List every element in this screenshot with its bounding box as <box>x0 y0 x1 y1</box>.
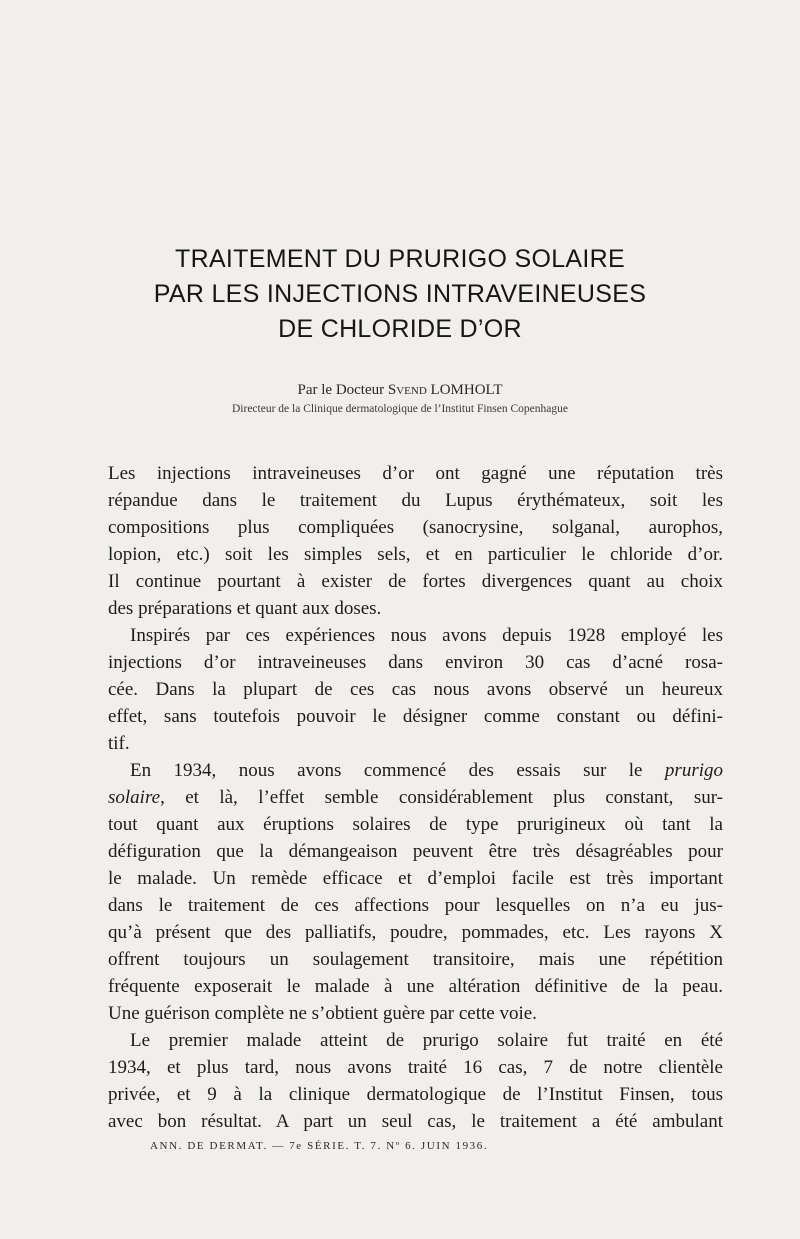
body-line: fréquente exposerait le malade à une altération définitive de la peau. <box>108 976 723 997</box>
body-line: effet, sans toutefois pouvoir le désigner comme constant ou défini- <box>108 706 723 727</box>
body-line: tout quant aux éruptions solaires de type prurigineux où tant la <box>108 814 723 835</box>
author-prefix: Par le Docteur <box>297 382 385 398</box>
body-line: avec bon résultat. A part un seul cas, le traitement a été ambulant <box>108 1111 723 1132</box>
body-line: défiguration que la démangeaison peuvent être très désagréables pour <box>108 841 723 862</box>
author-last-name: LOMHOLT <box>430 382 503 398</box>
body-line: Les injections intraveineuses d’or ont gagné une réputation très <box>108 463 723 484</box>
title-line-3: DE CHLORIDE D’OR <box>278 315 522 343</box>
author-byline <box>0 382 800 399</box>
italic-term: solaire <box>108 787 161 808</box>
title-line-1: TRAITEMENT DU PRURIGO SOLAIRE <box>175 245 625 273</box>
body-line: injections d’or intraveineuses dans environ 30 cas d’acné rosa- <box>108 652 723 673</box>
body-text: , et là, l’effet semble considérablement plus constant, sur- <box>160 787 723 808</box>
body-line: tif. <box>108 733 130 754</box>
body-line: Il continue pourtant à exister de fortes divergences quant au choix <box>108 571 723 592</box>
body-line: compositions plus compliquées (sanocrysine, solganal, aurophos, <box>108 517 723 538</box>
body-line: des préparations et quant aux doses. <box>108 598 382 619</box>
body-line: offrent toujours un soulagement transitoire, mais une répétition <box>108 949 723 970</box>
body-line: Le premier malade atteint de prurigo solaire fut traité en été <box>130 1030 723 1051</box>
body-line <box>130 760 723 782</box>
author-first-name: Svend <box>387 382 427 398</box>
title-line-2: PAR LES INJECTIONS INTRAVEINEUSES <box>153 280 647 308</box>
body-line <box>108 787 723 809</box>
body-line: cée. Dans la plupart de ces cas nous avons observé un heureux <box>108 679 723 700</box>
body-line: qu’à présent que des palliatifs, poudre, pommades, etc. Les rayons X <box>108 922 723 943</box>
italic-term: prurigo <box>664 760 723 781</box>
body-line: lopion, etc.) soit les simples sels, et en particulier le chloride d’or. <box>108 544 723 565</box>
body-line: Une guérison complète ne s’obtient guère par cette voie. <box>108 1003 537 1024</box>
body-line: Inspirés par ces expériences nous avons depuis 1928 employé les <box>130 625 723 646</box>
body-line: 1934, et plus tard, nous avons traité 16 cas, 7 de notre clientèle <box>108 1057 723 1078</box>
journal-footer: ANN. DE DERMAT. — 7e SÉRIE. T. 7. Nº 6. JUIN 1936. <box>150 1140 489 1152</box>
body-line: dans le traitement de ces affections pour lesquelles on n’a eu jus- <box>108 895 723 916</box>
body-line: répandue dans le traitement du Lupus érythémateux, soit les <box>108 490 723 511</box>
body-line: le malade. Un remède efficace et d’emploi facile est très important <box>108 868 723 889</box>
body-text: En 1934, nous avons commencé des essais sur le <box>130 760 643 781</box>
body-line: privée, et 9 à la clinique dermatologique de l’Institut Finsen, tous <box>108 1084 723 1105</box>
author-affiliation: Directeur de la Clinique dermatologique de l’Institut Finsen Copenhague <box>232 403 568 415</box>
